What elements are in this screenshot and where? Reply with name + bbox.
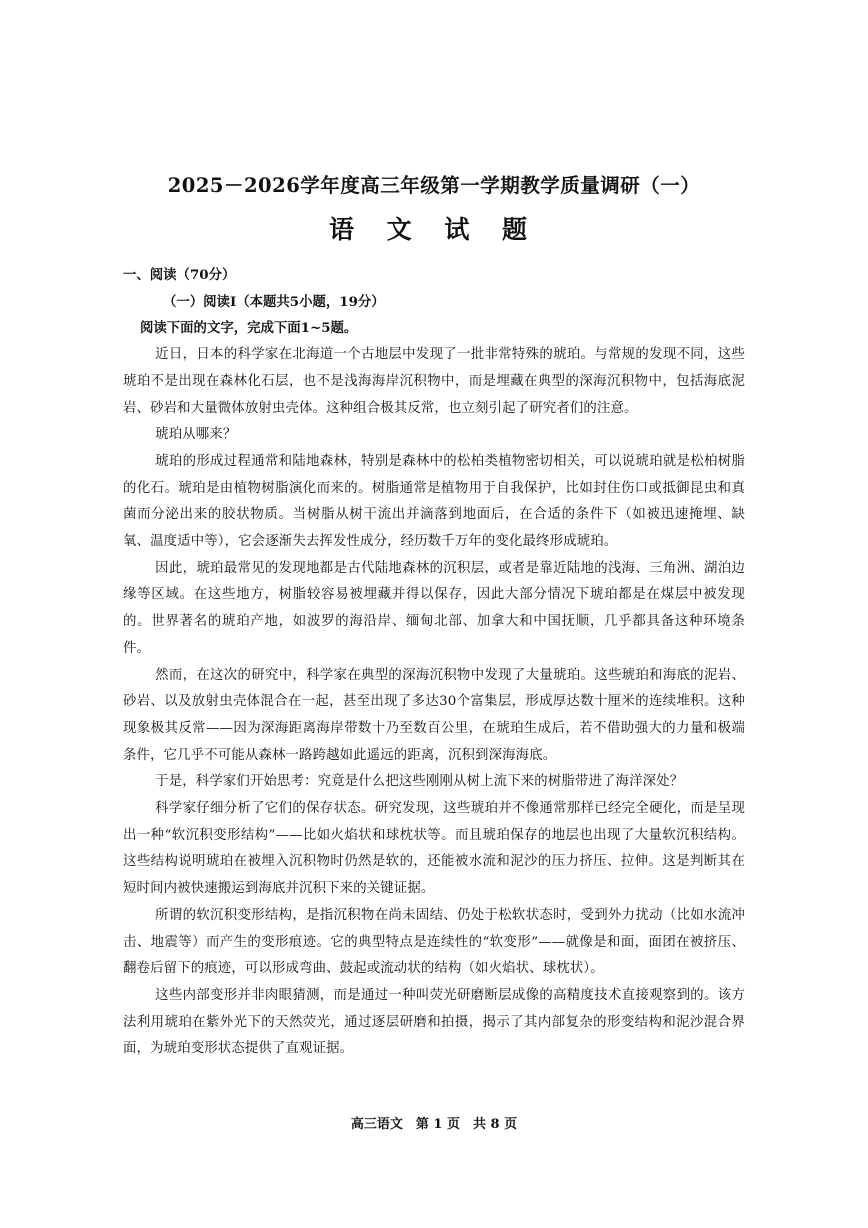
- subject-title: 语 文 试 题: [328, 215, 540, 244]
- paragraph: 琥珀从哪来？: [155, 427, 237, 443]
- exam-content: [123, 262, 745, 1063]
- paragraph: 于是，科学家们开始思考：究竟是什么把这些刚刚从树上流下来的树脂带进了海洋深处？: [155, 774, 684, 790]
- paragraph: 然而，在这次的研究中，科学家在典型的深海沉积物中发现了大量琥珀。这些琥珀和海底的泥岩、砂岩、以及放射虫壳体混合在一起，甚至出现了多达30个富集层，形成厚达数十厘米的连续堆积。这种现象极其反常——因为深海距离海岸带数十乃至数百公里，在琥珀生成后，若不借助强大的力量和极端条件，它几乎不可能从森林一路跨越如此遥远的距离，沉积到深海海底。: [123, 667, 745, 763]
- section-subheading: （一）阅读Ⅰ（本题共5小题，19分）: [163, 293, 385, 310]
- paragraph: 科学家仔细分析了它们的保存状态。研究发现，这些琥珀并不像通常那样已经完全硬化，而是呈现出一种“软沉积变形结构”——比如火焰状和球枕状等。而且琥珀保存的地层也出现了大量软沉积结构。这些结构说明琥珀在被埋入沉积物时仍然是软的，还能被水流和泥沙的压力挤压、拉伸。这是判断其在短时间内被快速搬运到海底并沉积下来的关键证据。: [123, 801, 745, 897]
- paragraph: 因此，琥珀最常见的发现地都是古代陆地森林的沉积层，或者是靠近陆地的浅海、三角洲、湖泊边缘等区域。在这些地方，树脂较容易被埋藏并得以保存，因此大部分情况下琥珀都是在煤层中被发现的。世界著名的琥珀产地，如波罗的海沿岸、缅甸北部、加拿大和中国抚顺，几乎都具备这种环境条件。: [123, 560, 745, 656]
- paragraph: 琥珀的形成过程通常和陆地森林，特别是森林中的松柏类植物密切相关，可以说琥珀就是松柏树脂的化石。琥珀是由植物树脂演化而来的。树脂通常是植物用于自我保护，比如封住伤口或抵御昆虫和真菌而分泌出来的胶状物质。当树脂从树干流出并滴落到地面后，在合适的条件下（如被迅速掩埋、缺氧、温度适中等），它会逐渐失去挥发性成分，经历数千万年的变化最终形成琥珀。: [123, 453, 745, 550]
- exam-title: 2025－2026学年度高三年级第一学期教学质量调研（一）: [167, 174, 701, 197]
- section-heading: 一、阅读（70分）: [123, 267, 236, 283]
- paragraph: 所谓的软沉积变形结构，是指沉积物在尚未固结、仍处于松软状态时，受到外力扰动（比如水流冲击、地震等）而产生的变形痕迹。它的典型特点是连续性的“软变形”——就像是和面，面团在被挤压、翻卷后留下的痕迹，可以形成弯曲、鼓起或流动状的结构（如火焰状、球枕状）。: [123, 907, 745, 977]
- paragraph: 这些内部变形并非肉眼猜测，而是通过一种叫荧光研磨断层成像的高精度技术直接观察到的。该方法利用琥珀在紫外光下的天然荧光，通过逐层研磨和拍摄，揭示了其内部复杂的形变结构和泥沙混合界面，为琥珀变形状态提供了直观证据。: [123, 987, 745, 1057]
- reading-instruction: 阅读下面的文字，完成下面1~5题。: [140, 320, 358, 337]
- paragraph: 近日，日本的科学家在北海道一个古地层中发现了一批非常特殊的琥珀。与常规的发现不同，这些琥珀不是出现在森林化石层，也不是浅海海岸沉积物中，而是埋藏在典型的深海沉积物中，包括海底泥岩、砂岩和大量微体放射虫壳体。这种组合极其反常，也立刻引起了研究者们的注意。: [123, 347, 745, 416]
- page-footer: 高三语文 第 1 页 共 8 页: [350, 1117, 518, 1132]
